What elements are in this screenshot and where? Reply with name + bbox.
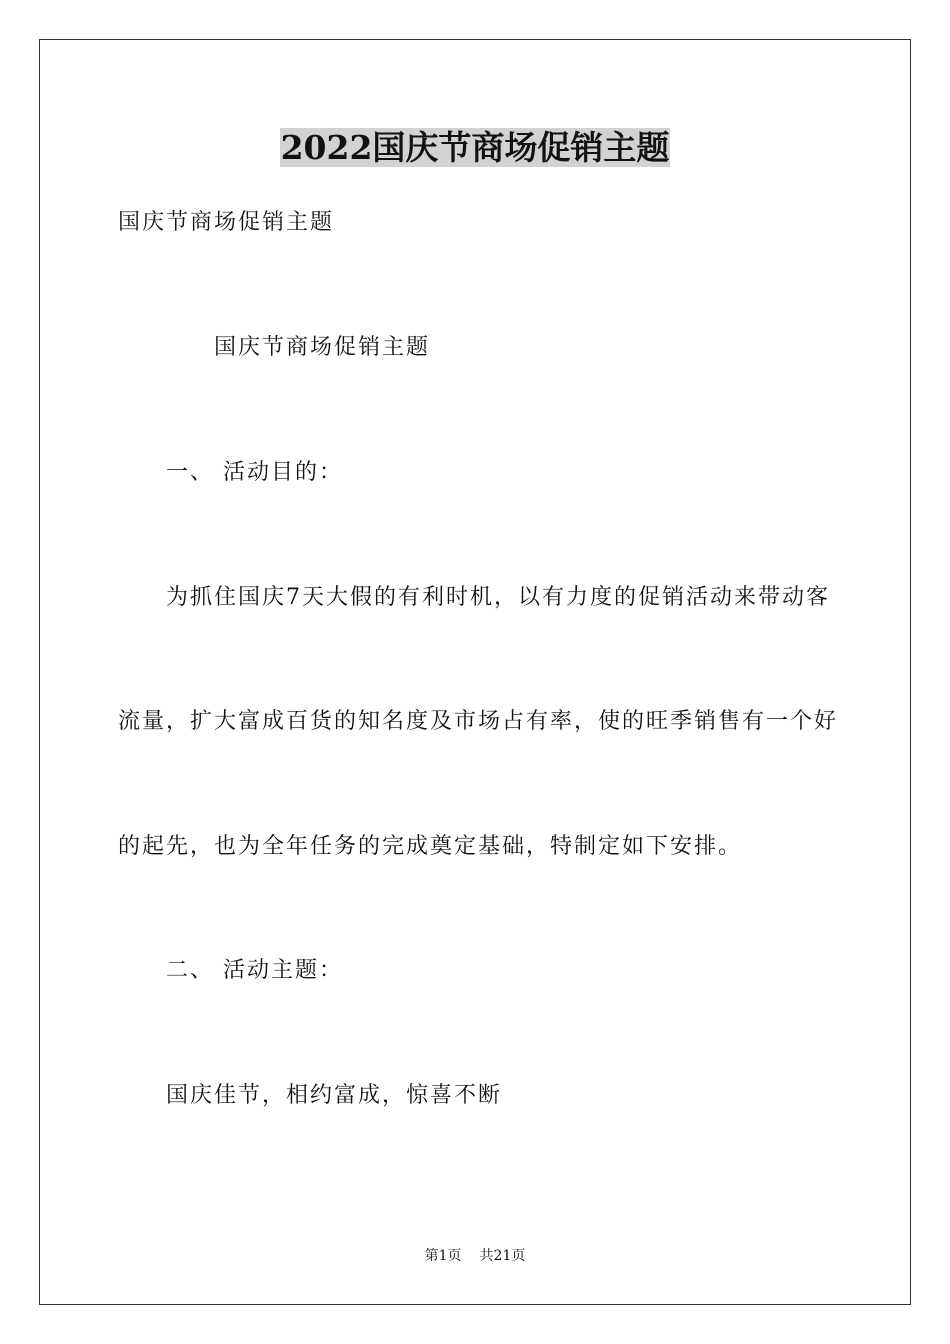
section-heading-purpose: 一、 活动目的： — [166, 460, 343, 485]
paragraph-body-line: 为抓住国庆7天大假的有利时机，以有力度的促销活动来带动客 — [166, 585, 830, 610]
page-footer — [0, 1246, 950, 1266]
paragraph-body-line: 流量，扩大富成百货的知名度及市场占有率，使的旺季销售有一个好 — [118, 709, 839, 734]
document-title — [0, 126, 950, 170]
paragraph-theme-slogan: 国庆佳节，相约富成，惊喜不断 — [166, 1083, 503, 1108]
paragraph-body-line: 的起先，也为全年任务的完成奠定基础，特制定如下安排。 — [118, 834, 743, 859]
page-number-total: 共21页 — [479, 1248, 526, 1264]
paragraph-subtitle: 国庆节商场促销主题 — [118, 210, 335, 235]
section-heading-theme: 二、 活动主题： — [166, 958, 343, 983]
paragraph-heading: 国庆节商场促销主题 — [214, 335, 431, 360]
page-number-current: 第1页 — [424, 1248, 462, 1264]
document-title-text: 2022国庆节商场促销主题 — [280, 128, 670, 167]
